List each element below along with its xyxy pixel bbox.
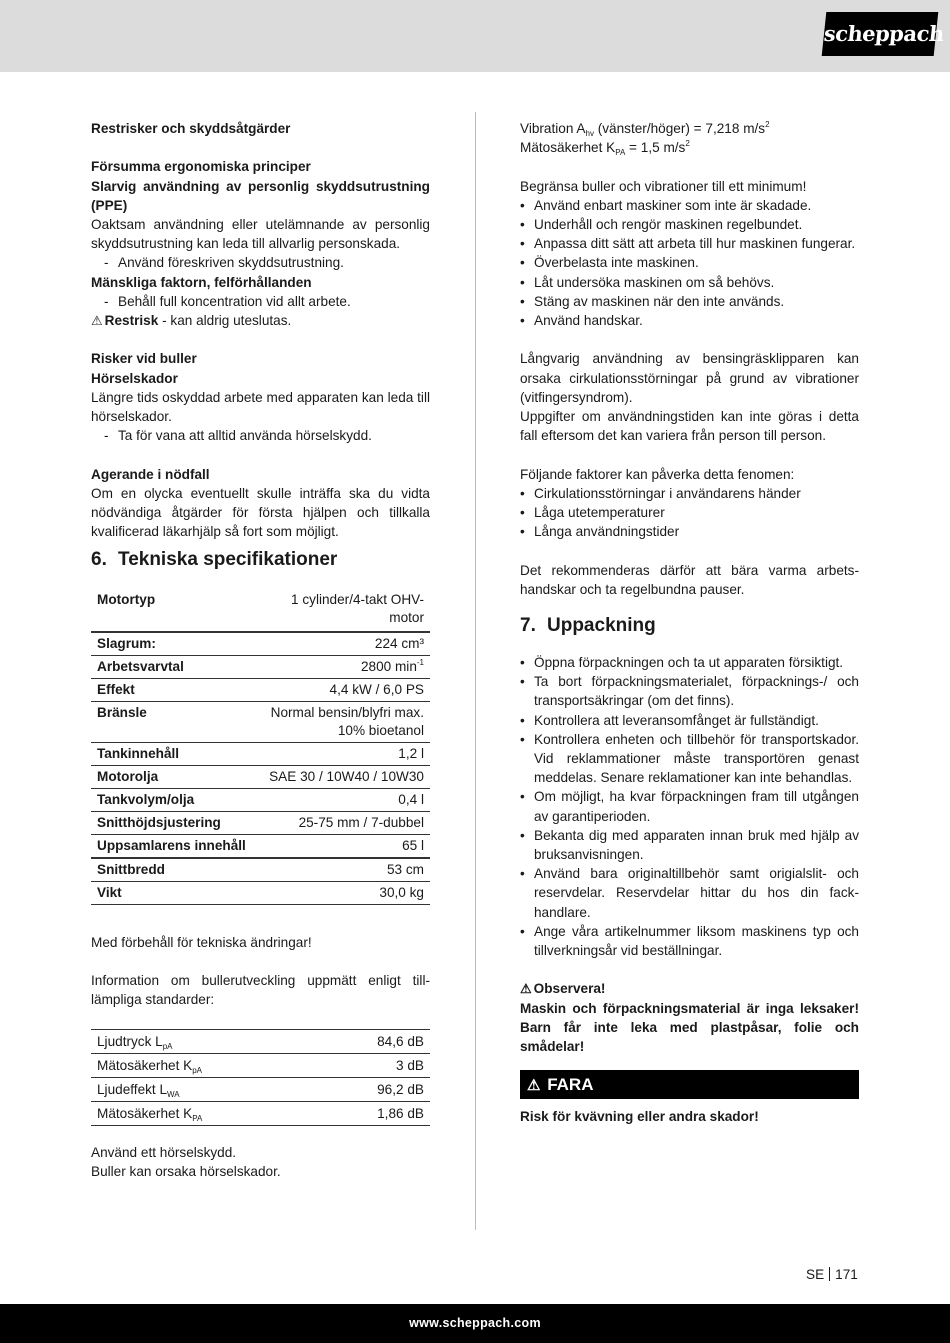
- column-divider: [475, 112, 476, 1230]
- list-item: • Långa användningstider: [520, 522, 859, 541]
- footer-bar: [0, 1304, 950, 1343]
- spec-row: [91, 812, 430, 835]
- spec-value: 1,2 l: [398, 746, 424, 762]
- text-uppgifter: Uppgifter om användningstiden kan inte göras i detta fall eftersom det kan variera från person till person.: [520, 409, 859, 444]
- list-item: • Använd bara originaltillbehör samt origialslit- och reservdelar. Reservdelar hittar du hos din fackhandlare.: [520, 864, 859, 922]
- list-item: • Låt undersöka maskinen om så behövs.: [520, 273, 859, 292]
- spec-value: 1 cylinder/4-takt OHV-motor: [291, 592, 424, 626]
- heading-horsel: Hörselskador: [91, 370, 178, 386]
- page-number: SE 171: [806, 1267, 858, 1282]
- noise-row: [91, 1029, 430, 1053]
- scheppach-logo: scheppach: [822, 12, 939, 56]
- text-horsel: Längre tids oskyddad arbete med apparaten kan leda till hörselskador.: [91, 389, 430, 425]
- spec-row: [91, 702, 430, 743]
- heading-manskliga: Mänskliga faktorn, felförhållanden: [91, 274, 312, 290]
- spec-value: SAE 30 / 10W40 / 10W30: [269, 769, 424, 785]
- spec-label: Effekt: [97, 682, 135, 698]
- heading-ergonomi: Försumma ergonomiska principer: [91, 159, 311, 175]
- list-item: • Bekanta dig med apparaten innan bruk med hjälp av bruksanvisningen.: [520, 826, 859, 864]
- header-bar: [0, 0, 950, 72]
- list-item: • Anpassa ditt sätt att arbeta till hur maskinen fungerar.: [520, 234, 859, 253]
- list-item: • Kontrollera att leveransomfånget är fullständigt.: [520, 711, 859, 730]
- list-item: • Cirkulationsstörningar i användarens händer: [520, 484, 859, 503]
- noise-label: Ljudtryck $L_{pA}$: [97, 1033, 173, 1051]
- list-item: • Använd enbart maskiner som inte är skadade.: [520, 196, 859, 215]
- spec-value: 2800 $\min^{-1}$: [360, 658, 424, 675]
- spec-row: [91, 632, 430, 656]
- bullet-list-factors: [520, 484, 859, 542]
- dash-item-manskliga: - Behåll full koncentration vid allt arbete.: [91, 292, 430, 311]
- text-langvarig: Långvarig användning av bensingräsklipparen kan orsaka cirkulationsstörningar på grund av vibrationer (vitfingersyndrom).: [520, 351, 859, 405]
- dash-item-ppe: - Använd föreskriven skyddsutrustning.: [91, 253, 430, 272]
- spec-table: [91, 587, 430, 905]
- left-column: [91, 119, 430, 1181]
- spec-row: [91, 882, 430, 905]
- spec-row: [91, 743, 430, 766]
- section-6-heading: 6. Tekniska specifikationer: [91, 549, 338, 571]
- text-observera: Maskin och förpackningsmaterial är inga leksaker! Barn får inte leka med plastpåsar, folie och smådelar!: [520, 1000, 859, 1055]
- warning-icon: ⚠: [91, 313, 103, 329]
- spec-label: Vikt: [97, 885, 122, 901]
- noise-row: [91, 1053, 430, 1077]
- spec-value: 65 l: [402, 838, 424, 854]
- text-nodfall: Om en olycka eventuellt skulle inträffa ska du vidta nödvändiga åtgärder för första hjälpen och tillkalla kvalificerad läkarhjälp så fort som möjligt.: [91, 485, 430, 540]
- noise-label: Ljudeffekt $L_{WA}$: [97, 1081, 180, 1099]
- list-item: • Låga utetemperaturer: [520, 503, 859, 522]
- noise-row: [91, 1101, 430, 1125]
- footer-url[interactable]: www.scheppach.com: [409, 1316, 541, 1330]
- heading-ppe: Slarvig användning av personlig skyddsutrustning (PPE): [91, 178, 430, 213]
- noise-table: [91, 1029, 430, 1126]
- spec-row: [91, 858, 430, 882]
- heading-nodfall: Agerande i nödfall: [91, 466, 210, 482]
- list-item: • Ta bort förpackningsmaterialet, förpacknings-/ och transportsäkringar (om det finns).: [520, 672, 859, 710]
- spec-label: Tankvolym/olja: [97, 792, 195, 808]
- spec-label: Tankinnehåll: [97, 746, 180, 762]
- spec-label: Snittbredd: [97, 862, 165, 878]
- warning-icon: ⚠: [527, 1077, 541, 1095]
- noise-value: 1,86 dB: [377, 1105, 424, 1121]
- restrisk-line: [91, 311, 430, 330]
- noise-value: 84,6 dB: [377, 1033, 424, 1049]
- noise-label: Mätosäkerhet $K_{pA}$: [97, 1057, 202, 1075]
- spec-row: [91, 835, 430, 859]
- spec-label: Motorolja: [97, 769, 159, 785]
- restrisk-label: Restrisk: [104, 313, 159, 329]
- list-item: • Om möjligt, ha kvar förpackningen fram till utgången av garantiperioden.: [520, 787, 859, 825]
- spec-label: Slagrum:: [97, 636, 156, 652]
- list-item: • Stäng av maskinen när den inte används.: [520, 292, 859, 311]
- list-item: • Använd handskar.: [520, 311, 859, 330]
- warning-icon: ⚠: [520, 981, 532, 997]
- restrisk-text: - kan aldrig uteslutas.: [158, 313, 292, 329]
- noise-value: 3 dB: [396, 1057, 424, 1073]
- list-item: • Öppna förpackningen och ta ut apparaten försiktigt.: [520, 653, 859, 672]
- list-item: • Ange våra artikelnummer liksom maskinens typ och tillverkningsår vid beställningar.: [520, 922, 859, 960]
- text-anvand-horselskydd: Använd ett hörselskydd.: [91, 1144, 237, 1160]
- vibration-uncertainty-line: Mätosäkerhet $K_{PA} = 1,5$ $m/s^2$: [520, 139, 690, 158]
- noise-row: [91, 1077, 430, 1101]
- list-item: • Underhåll och rengör maskinen regelbundet.: [520, 215, 859, 234]
- danger-banner: ⚠ FARA: [520, 1070, 859, 1099]
- text-begransa: Begränsa buller och vibrationer till ett minimum!: [520, 178, 807, 194]
- spec-label: Arbetsvarvtal: [97, 659, 184, 675]
- list-item: • Kontrollera enheten och tillbehör för transportskador. Vid reklammationer måste transportören genast meddelas. Senare reklamationer kan inte behandlas.: [520, 730, 859, 788]
- section-7-heading: 7. Uppackning: [520, 615, 656, 637]
- list-item: • Överbelasta inte maskinen.: [520, 253, 859, 272]
- bullet-list-unpacking: [520, 653, 859, 960]
- text-faktorer: Följande faktorer kan påverka detta fenomen:: [520, 466, 795, 482]
- dash-item-horsel: - Ta för vana att alltid använda hörselskydd.: [91, 426, 430, 445]
- spec-value: 224 cm³: [374, 636, 424, 652]
- spec-value: 30,0 kg: [379, 885, 424, 901]
- right-column: [520, 119, 859, 1126]
- spec-value: 25-75 mm / 7-dubbel: [298, 815, 424, 831]
- text-fara: Risk för kvävning eller andra skador!: [520, 1109, 759, 1125]
- noise-value: 96,2 dB: [377, 1081, 424, 1097]
- text-forbehall: Med förbehåll för tekniska ändringar!: [91, 934, 312, 950]
- spec-label: Motortyp: [97, 592, 156, 608]
- text-buller-orsaka: Buller kan orsaka hörselskador.: [91, 1163, 281, 1179]
- heading-buller: Risker vid buller: [91, 351, 197, 367]
- noise-label: Mätosäkerhet $K_{PA}$: [97, 1105, 203, 1123]
- heading-restrisker: Restrisker och skyddsåtgärder: [91, 121, 291, 136]
- spec-label: Bränsle: [97, 705, 147, 721]
- spec-value: 4,4 kW / 6,0 PS: [329, 682, 424, 698]
- text-info-buller: Information om bullerutveckling uppmätt enligt tilllämpliga standarder:: [91, 973, 430, 1008]
- spec-row: [91, 789, 430, 812]
- text-ppe: Oaktsam användning eller utelämnande av personlig skyddsutrustning kan leda till allvarlig personskada.: [91, 217, 430, 252]
- vibration-line: Vibration $A_{hv}$ (vänster/höger) = 7,218 $m/s^2$: [520, 120, 770, 138]
- spec-label: Uppsamlarens innehåll: [97, 838, 246, 854]
- spec-row: [91, 587, 430, 632]
- observera-line: ⚠ Observera!: [520, 979, 859, 998]
- spec-row: [91, 656, 430, 679]
- spec-label: Snitthöjdsjustering: [97, 815, 221, 831]
- spec-row: [91, 766, 430, 789]
- bullet-list-minimize: [520, 196, 859, 330]
- spec-row: [91, 679, 430, 702]
- spec-value: 53 cm: [386, 862, 424, 878]
- spec-value: Normal bensin/blyfri max. 10% bioetanol: [270, 705, 424, 739]
- spec-value: 0,4 l: [398, 792, 424, 808]
- text-rekommend: Det rekommenderas därför att bära varma arbetshandskar och ta regelbundna pauser.: [520, 562, 859, 597]
